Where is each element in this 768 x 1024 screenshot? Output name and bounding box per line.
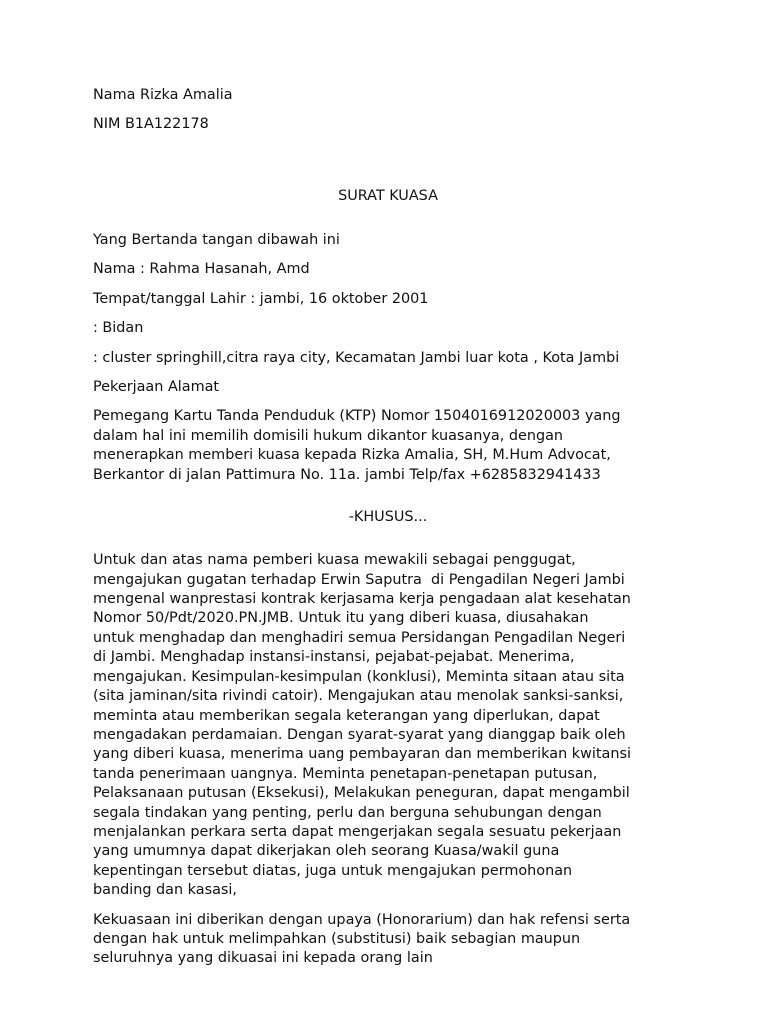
paragraph-line: Kekuasaan ini diberikan dengan upaya (Honorarium) dan hak refensi serta bbox=[93, 911, 631, 928]
paragraph-line: menerapkan memberi kuasa kepada Rizka Amalia, SH, M.Hum Advocat, bbox=[93, 447, 611, 464]
paragraph-line: meminta atau memberikan segala keterangan yang diperlukan, dapat bbox=[93, 707, 600, 724]
paragraph-line: Nomor 50/Pdt/2020.PN.JMB. Untuk itu yang diberi kuasa, diusahakan bbox=[93, 610, 589, 627]
body-paragraph bbox=[93, 551, 683, 900]
paragraph-line: dalam hal ini memilih domisili hukum dikantor kuasanya, dengan bbox=[93, 427, 564, 444]
paragraph-line: Pelaksanaan putusan (Eksekusi), Melakukan peneguran, dapat mengambil bbox=[93, 785, 630, 802]
paragraph-line: mengenal wanprestasi kontrak kerjasama kerja pengadaan alat kesehatan bbox=[93, 591, 631, 608]
paragraph-line: tanda penerimaan uangnya. Meminta penetapan-penetapan putusan, bbox=[93, 765, 598, 782]
paragraph-line: yang diberi kuasa, menerima uang pembayaran dan memberikan kwitansi bbox=[93, 746, 631, 763]
signer-job: : Bidan bbox=[93, 320, 144, 337]
paragraph-line: seluruhnya yang dikuasai ini kepada orang lain bbox=[93, 950, 433, 967]
paragraph-line: di Jambi. Menghadap instansi-instansi, pejabat-pejabat. Menerima, bbox=[93, 649, 575, 666]
signer-birth: Tempat/tanggal Lahir : jambi, 16 oktober 2001 bbox=[93, 290, 429, 307]
signer-name: Nama : Rahma Hasanah, Amd bbox=[93, 261, 310, 278]
paragraph-line: dengan hak untuk melimpahkan (substitusi) baik sebagian maupun bbox=[93, 930, 581, 947]
ktp-paragraph bbox=[93, 407, 683, 485]
paragraph-line: mengajukan gugatan terhadap Erwin Saputra di Pengadilan Negeri Jambi bbox=[93, 571, 625, 588]
field-labels: Pekerjaan Alamat bbox=[93, 379, 220, 396]
khusus-heading: -KHUSUS... bbox=[348, 509, 428, 526]
paragraph-line: segala tindakan yang penting, perlu dan berguna sehubungan dengan bbox=[93, 804, 602, 821]
closing-paragraph bbox=[93, 911, 683, 969]
paragraph-line: Untuk dan atas nama pemberi kuasa mewakili sebagai penggugat, bbox=[93, 552, 576, 569]
paragraph-line: untuk menghadap dan menghadiri semua Persidangan Pengadilan Negeri bbox=[93, 629, 626, 646]
paragraph-line: menjalankan perkara serta dapat mengerjakan segala sesuatu pekerjaan bbox=[93, 823, 622, 840]
document-title: SURAT KUASA bbox=[338, 188, 438, 205]
student-name: Nama Rizka Amalia bbox=[93, 87, 233, 103]
student-nim: NIM B1A122178 bbox=[93, 116, 209, 133]
signer-address: : cluster springhill,citra raya city, Kecamatan Jambi luar kota , Kota Jambi bbox=[93, 349, 620, 366]
paragraph-line: mengadakan perdamaian. Dengan syarat-syarat yang dianggap baik oleh bbox=[93, 726, 626, 743]
document-page bbox=[93, 86, 683, 969]
paragraph-line: Berkantor di jalan Pattimura No. 11a. jambi Telp/fax +6285832941433 bbox=[93, 466, 601, 483]
paragraph-line: (sita jaminan/sita rivindi catoir). Mengajukan atau menolak sanksi-sanksi, bbox=[93, 688, 624, 705]
paragraph-line: kepentingan tersebut diatas, juga untuk mengajukan permohonan bbox=[93, 862, 573, 879]
signer-intro: Yang Bertanda tangan dibawah ini bbox=[93, 232, 340, 248]
paragraph-line: Pemegang Kartu Tanda Penduduk (KTP) Nomor 1504016912020003 yang bbox=[93, 408, 621, 425]
paragraph-line: mengajukan. Kesimpulan-kesimpulan (konklusi), Meminta sitaan atau sita bbox=[93, 668, 625, 685]
paragraph-line: banding dan kasasi, bbox=[93, 882, 237, 899]
paragraph-line: yang umumnya dapat dikerjakan oleh seorang Kuasa/wakil guna bbox=[93, 843, 560, 860]
